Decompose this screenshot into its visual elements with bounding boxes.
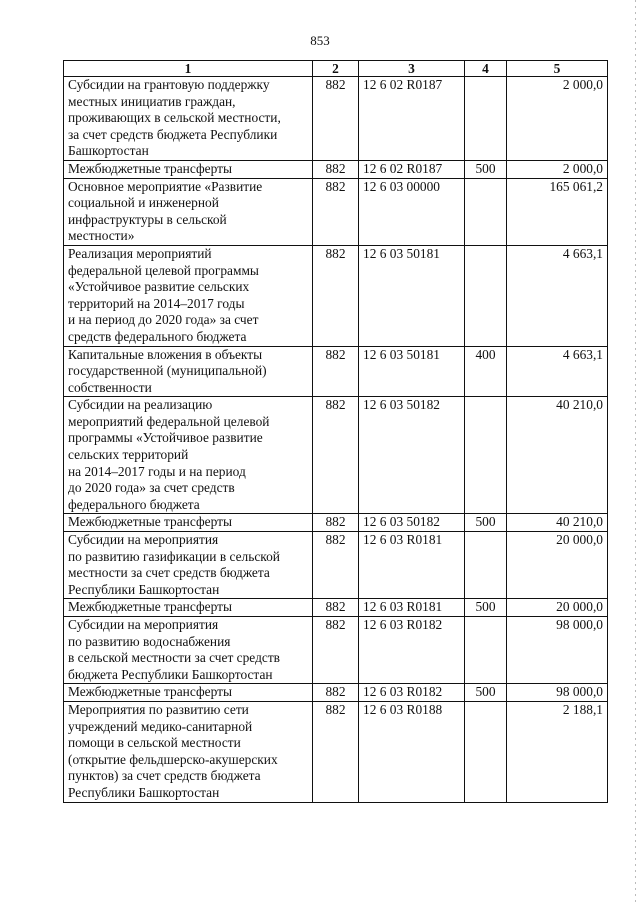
cell-name: Межбюджетные трансферты xyxy=(64,514,313,532)
table-row xyxy=(64,397,608,514)
cell-type xyxy=(465,701,507,802)
cell-name: Капитальные вложения в объекты государственной (муниципальной) собственности xyxy=(64,346,313,397)
cell-code: 12 6 03 R0182 xyxy=(359,684,465,702)
cell-name: Субсидии на мероприятия по развитию газификации в сельской местности за счет средств бюджета Республики Башкортостан xyxy=(64,532,313,599)
cell-amount: 4 663,1 xyxy=(507,346,608,397)
table-row xyxy=(64,245,608,346)
cell-amount: 98 000,0 xyxy=(507,617,608,684)
cell-admin: 882 xyxy=(313,514,359,532)
cell-admin: 882 xyxy=(313,617,359,684)
table-row xyxy=(64,684,608,702)
cell-type xyxy=(465,617,507,684)
cell-type xyxy=(465,178,507,245)
cell-name: Реализация мероприятий федеральной целевой программы «Устойчивое развитие сельских территорий на 2014–2017 годы и на период до 2020 года» за счет средств федерального бюджета xyxy=(64,245,313,346)
cell-type xyxy=(465,532,507,599)
cell-name: Межбюджетные трансферты xyxy=(64,599,313,617)
table-row xyxy=(64,160,608,178)
cell-name: Мероприятия по развитию сети учреждений медико-санитарной помощи в сельской местности (открытие фельдшерско-акушерских пунктов) за счет средств бюджета Республики Башкортостан xyxy=(64,701,313,802)
cell-amount: 20 000,0 xyxy=(507,599,608,617)
cell-type: 400 xyxy=(465,346,507,397)
cell-name: Основное мероприятие «Развитие социальной и инженерной инфраструктуры в сельской местности» xyxy=(64,178,313,245)
table-row xyxy=(64,346,608,397)
cell-amount: 20 000,0 xyxy=(507,532,608,599)
cell-name: Субсидии на мероприятия по развитию водоснабжения в сельской местности за счет средств бюджета Республики Башкортостан xyxy=(64,617,313,684)
cell-code: 12 6 03 50181 xyxy=(359,346,465,397)
cell-type xyxy=(465,397,507,514)
cell-admin: 882 xyxy=(313,77,359,161)
cell-type: 500 xyxy=(465,684,507,702)
cell-amount: 40 210,0 xyxy=(507,514,608,532)
table-row xyxy=(64,599,608,617)
header-col-admin: 2 xyxy=(313,61,359,77)
cell-type: 500 xyxy=(465,160,507,178)
cell-code: 12 6 03 50181 xyxy=(359,245,465,346)
cell-code: 12 6 03 R0182 xyxy=(359,617,465,684)
scan-edge-divider xyxy=(635,0,636,905)
header-col-type: 4 xyxy=(465,61,507,77)
cell-amount: 2 188,1 xyxy=(507,701,608,802)
table-row xyxy=(64,77,608,161)
header-col-amount: 5 xyxy=(507,61,608,77)
header-col-code: 3 xyxy=(359,61,465,77)
table-body xyxy=(64,77,608,803)
cell-amount: 4 663,1 xyxy=(507,245,608,346)
table-header xyxy=(64,61,608,77)
cell-code: 12 6 03 R0188 xyxy=(359,701,465,802)
cell-admin: 882 xyxy=(313,245,359,346)
cell-amount: 2 000,0 xyxy=(507,77,608,161)
cell-amount: 40 210,0 xyxy=(507,397,608,514)
table-row xyxy=(64,617,608,684)
cell-admin: 882 xyxy=(313,599,359,617)
cell-code: 12 6 03 00000 xyxy=(359,178,465,245)
table-row xyxy=(64,532,608,599)
header-row xyxy=(64,61,608,77)
cell-admin: 882 xyxy=(313,160,359,178)
cell-amount: 98 000,0 xyxy=(507,684,608,702)
table-row xyxy=(64,178,608,245)
cell-code: 12 6 03 R0181 xyxy=(359,532,465,599)
cell-type: 500 xyxy=(465,514,507,532)
page-number: 853 xyxy=(310,33,330,48)
cell-amount: 165 061,2 xyxy=(507,178,608,245)
cell-name: Межбюджетные трансферты xyxy=(64,160,313,178)
table-row xyxy=(64,514,608,532)
cell-name: Межбюджетные трансферты xyxy=(64,684,313,702)
cell-admin: 882 xyxy=(313,684,359,702)
cell-admin: 882 xyxy=(313,397,359,514)
cell-code: 12 6 02 R0187 xyxy=(359,160,465,178)
cell-admin: 882 xyxy=(313,701,359,802)
cell-amount: 2 000,0 xyxy=(507,160,608,178)
cell-admin: 882 xyxy=(313,346,359,397)
budget-table xyxy=(63,60,608,803)
cell-code: 12 6 03 50182 xyxy=(359,514,465,532)
cell-name: Субсидии на грантовую поддержку местных инициатив граждан, проживающих в сельской местности, за счет средств бюджета Республики Башкортостан xyxy=(64,77,313,161)
cell-admin: 882 xyxy=(313,532,359,599)
cell-type: 500 xyxy=(465,599,507,617)
cell-type xyxy=(465,77,507,161)
cell-type xyxy=(465,245,507,346)
cell-name: Субсидии на реализацию мероприятий федеральной целевой программы «Устойчивое развитие сельских территорий на 2014–2017 годы и на период до 2020 года» за счет средств федерального бюджета xyxy=(64,397,313,514)
header-col-name: 1 xyxy=(64,61,313,77)
cell-admin: 882 xyxy=(313,178,359,245)
table-row xyxy=(64,701,608,802)
cell-code: 12 6 03 R0181 xyxy=(359,599,465,617)
cell-code: 12 6 02 R0187 xyxy=(359,77,465,161)
cell-code: 12 6 03 50182 xyxy=(359,397,465,514)
